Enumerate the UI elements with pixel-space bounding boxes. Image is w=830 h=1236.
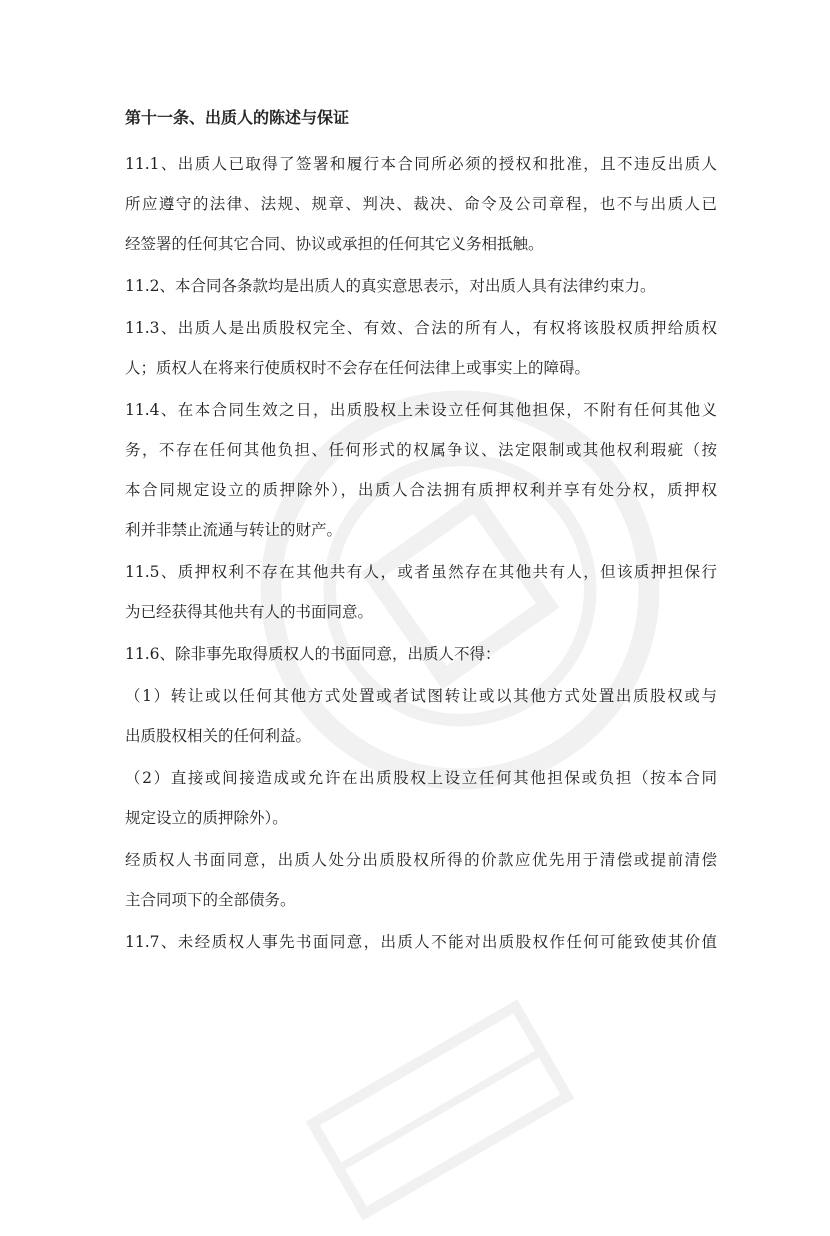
- clause-11-6-note: [125, 840, 717, 920]
- text-line: 11.4、在本合同生效之日，出质股权上未设立任何其他担保，不附有任何其他义: [125, 401, 717, 419]
- text-line: （1）转让或以任何其他方式处置或者试图转让或以其他方式处置出质股权或与: [125, 687, 717, 705]
- clause-11-3: [125, 308, 717, 388]
- text-line: 为已经获得其他共有人的书面同意。: [125, 603, 374, 621]
- text-line: 11.2、本合同各条款均是出质人的真实意思表示，对出质人具有法律约束力。: [125, 277, 656, 295]
- text-line: 规定设立的质押除外）。: [125, 809, 288, 827]
- text-line: （2）直接或间接造成或允许在出质股权上设立任何其他担保或负担（按本合同: [125, 769, 717, 787]
- text-line: 主合同项下的全部债务。: [125, 891, 296, 909]
- text-line: 利并非禁止流通与转让的财产。: [125, 521, 343, 539]
- clause-11-1: [125, 144, 717, 264]
- section-heading: 第十一条、出质人的陈述与保证: [125, 108, 350, 127]
- document-body: [125, 98, 717, 964]
- text-line: 11.6、除非事先取得质权人的书面同意，出质人不得：: [125, 645, 501, 663]
- text-line: 本合同规定设立的质押除外），出质人合法拥有质押权利并享有处分权，质押权: [125, 481, 717, 499]
- text-line: 务，不存在任何其他负担、任何形式的权属争议、法定限制或其他权利瑕疵（按: [125, 441, 717, 459]
- clause-11-6-item-2: [125, 758, 717, 838]
- text-line: 所应遵守的法律、法规、规章、判决、裁决、命令及公司章程，也不与出质人已: [125, 195, 717, 213]
- clause-11-7: [125, 922, 717, 962]
- text-line: 11.3、出质人是出质股权完全、有效、合法的所有人，有权将该股权质押给质权: [125, 319, 717, 337]
- clause-11-5: [125, 552, 717, 632]
- watermark-stamp-icon-bottom: [292, 984, 587, 1235]
- text-line: 经签署的任何其它合同、协议或承担的任何其它义务相抵触。: [125, 235, 544, 253]
- clause-11-2: [125, 266, 717, 306]
- text-line: 人；质权人在将来行使质权时不会存在任何法律上或事实上的障碍。: [125, 359, 591, 377]
- text-line: 11.7、未经质权人事先书面同意，出质人不能对出质股权作任何可能致使其价值: [125, 933, 717, 951]
- text-line: 11.5、质押权利不存在其他共有人，或者虽然存在其他共有人，但该质押担保行: [125, 563, 717, 581]
- clause-11-6: [125, 634, 717, 674]
- text-line: 出质股权相关的任何利益。: [125, 727, 312, 745]
- text-line: 经质权人书面同意，出质人处分出质股权所得的价款应优先用于清偿或提前清偿: [125, 851, 717, 869]
- clause-11-6-item-1: [125, 676, 717, 756]
- clause-11-4: [125, 390, 717, 550]
- text-line: 11.1、出质人已取得了签署和履行本合同所必须的授权和批准，且不违反出质人: [125, 155, 717, 173]
